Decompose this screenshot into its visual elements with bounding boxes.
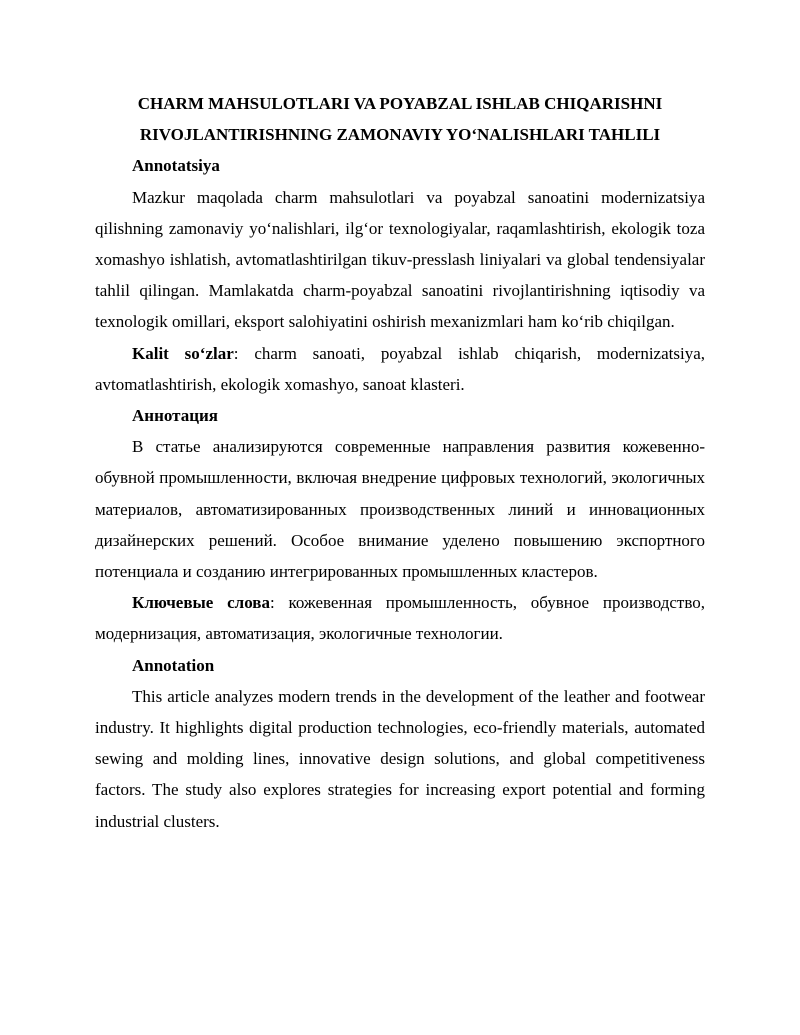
uz-keywords [95, 338, 705, 400]
ru-keywords-text: : кожевенная промышленность, обувное производство, модернизация, автоматизация, экологичные технологии. [95, 593, 705, 644]
ru-abstract-heading: Аннотация [132, 406, 218, 426]
title-line-1: CHARM MAHSULOTLARI VA POYABZAL ISHLAB CHIQARISHNI [137, 94, 663, 113]
uz-keywords-text: : charm sanoati, poyabzal ishlab chiqarish, modernizatsiya, avtomatlashtirish, ekologik xomashyo, sanoat klasteri. [95, 343, 706, 394]
ru-keywords-label: Ключевые слова [132, 593, 270, 613]
title-line-2: RIVOJLANTIRISHNING ZAMONAVIY YO‘NALISHLARI TAHLILI [139, 125, 661, 145]
uz-abstract-body: Mazkur maqolada charm mahsulotlari va poyabzal sanoatini modernizatsiya qilishning zamonaviy yo‘nalishlari, ilg‘or texnologiyalar, raqamlashtirish, ekologik toza xomashyo ishlatish, avtomatlashtirilgan tikuv-presslash liniyalari va global tendensiyalar tahlil qilingan. Mamlakatda charm-poyabzal sanoatini rivojlantirishning iqtisodiy va texnologik omillari, eksport salohiyatini oshirish mexanizmlari ham ko‘rib chiqilgan. [95, 187, 705, 332]
uz-keywords-label: Kalit so‘zlar [132, 343, 234, 363]
paper-title [95, 88, 705, 150]
en-abstract-body: This article analyzes modern trends in the development of the leather and footwear industry. It highlights digital production technologies, eco-friendly materials, automated sewing and molding lines, innovative design solutions, and global competitiveness factors. The study also explores strategies for increasing export potential and forming industrial clusters. [95, 686, 705, 831]
en-abstract-heading: Annotation [132, 655, 215, 675]
uz-abstract-heading: Annotatsiya [132, 156, 220, 176]
ru-keywords [95, 587, 705, 649]
document-page [95, 88, 705, 837]
ru-abstract-body: В статье анализируются современные направления развития кожевенно-обувной промышленности, включая внедрение цифровых технологий, экологичных материалов, автоматизированных производственных линий и инновационных дизайнерских решений. Особое внимание уделено повышению экспортного потенциала и созданию интегрированных промышленных кластеров. [95, 437, 705, 582]
